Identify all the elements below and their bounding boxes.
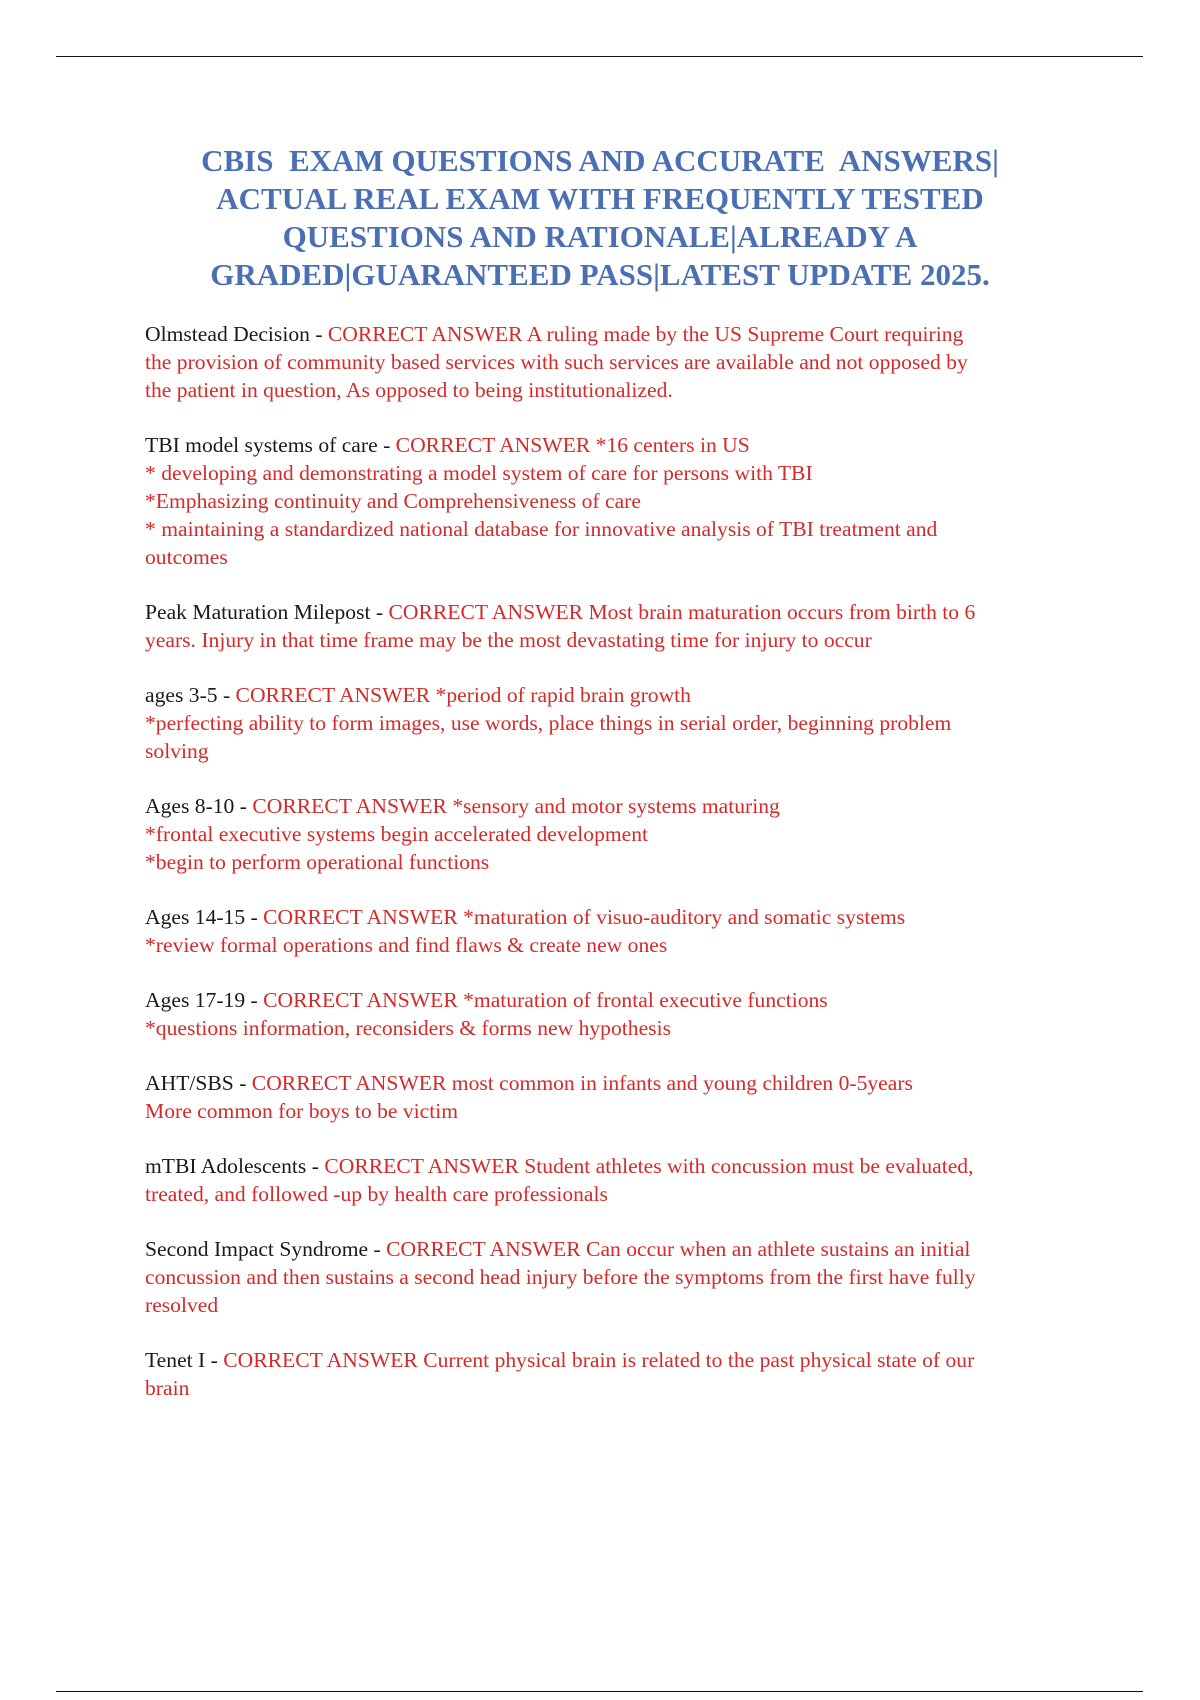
question-term: Ages 8-10 - — [145, 794, 253, 818]
qa-line — [145, 1291, 1090, 1319]
question-term: AHT/SBS - — [145, 1071, 252, 1095]
answer-text: CORRECT ANSWER Current physical brain is related to the past physical state of our — [223, 1348, 975, 1372]
answer-text: CORRECT ANSWER *period of rapid brain growth — [235, 683, 691, 707]
answer-text: concussion and then sustains a second head injury before the symptoms from the first have fully — [145, 1265, 976, 1289]
qa-line — [145, 459, 1090, 487]
qa-line — [145, 1346, 1090, 1374]
qa-line — [145, 1180, 1090, 1208]
qa-line — [145, 1374, 1090, 1402]
answer-text: CORRECT ANSWER *maturation of visuo-auditory and somatic systems — [263, 905, 906, 929]
qa-item — [145, 792, 1090, 876]
answer-text: years. Injury in that time frame may be the most devastating time for injury to occur — [145, 628, 872, 652]
answer-text: *frontal executive systems begin accelerated development — [145, 822, 649, 846]
qa-list — [145, 320, 1090, 1429]
question-term: Peak Maturation Milepost - — [145, 600, 389, 624]
answer-text: the provision of community based services with such services are available and not opposed by — [145, 350, 968, 374]
qa-line — [145, 487, 1090, 515]
answer-text: * maintaining a standardized national database for innovative analysis of TBI treatment and — [145, 517, 938, 541]
qa-line — [145, 1014, 1090, 1042]
qa-item — [145, 681, 1090, 765]
qa-line — [145, 626, 1090, 654]
answer-text: CORRECT ANSWER most common in infants and young children 0-5years — [251, 1071, 913, 1095]
answer-text: treated, and followed -up by health care professionals — [145, 1182, 608, 1206]
qa-line — [145, 598, 1090, 626]
document-title — [145, 142, 1055, 294]
answer-text: the patient in question, As opposed to being institutionalized. — [145, 378, 673, 402]
qa-line — [145, 903, 1090, 931]
qa-item — [145, 431, 1090, 571]
qa-item — [145, 1235, 1090, 1319]
qa-line — [145, 709, 1090, 737]
qa-line — [145, 515, 1090, 543]
question-term: Ages 14-15 - — [145, 905, 264, 929]
top-rule — [56, 56, 1143, 57]
qa-line — [145, 681, 1090, 709]
answer-text: CORRECT ANSWER *maturation of frontal executive functions — [263, 988, 828, 1012]
qa-item — [145, 320, 1090, 404]
question-term: mTBI Adolescents - — [145, 1154, 325, 1178]
answer-text: CORRECT ANSWER Student athletes with concussion must be evaluated, — [324, 1154, 974, 1178]
answer-text: CORRECT ANSWER *sensory and motor systems maturing — [252, 794, 780, 818]
answer-text: *perfecting ability to form images, use words, place things in serial order, beginning problem — [145, 711, 952, 735]
qa-line — [145, 1069, 1090, 1097]
qa-line — [145, 986, 1090, 1014]
bottom-rule — [56, 1691, 1143, 1692]
title-line: ACTUAL REAL EXAM WITH FREQUENTLY TESTED — [216, 181, 984, 216]
qa-line — [145, 348, 1090, 376]
question-term: TBI model systems of care - — [145, 433, 396, 457]
qa-line — [145, 820, 1090, 848]
question-term: ages 3-5 - — [145, 683, 236, 707]
qa-item — [145, 903, 1090, 959]
title-line: QUESTIONS AND RATIONALE|ALREADY A — [282, 219, 918, 254]
qa-line — [145, 737, 1090, 765]
answer-text: CORRECT ANSWER Can occur when an athlete sustains an initial — [386, 1237, 971, 1261]
question-term: Tenet I - — [145, 1348, 224, 1372]
question-term: Ages 17-19 - — [145, 988, 264, 1012]
answer-text: CORRECT ANSWER A ruling made by the US Supreme Court requiring — [327, 322, 964, 346]
qa-line — [145, 1235, 1090, 1263]
answer-text: CORRECT ANSWER Most brain maturation occurs from birth to 6 — [388, 600, 976, 624]
qa-line — [145, 543, 1090, 571]
qa-item — [145, 598, 1090, 654]
answer-text: brain — [145, 1376, 190, 1400]
qa-item — [145, 1346, 1090, 1402]
title-line: GRADED|GUARANTEED PASS|LATEST UPDATE 2025. — [210, 257, 990, 292]
qa-line — [145, 792, 1090, 820]
qa-item — [145, 986, 1090, 1042]
qa-line — [145, 431, 1090, 459]
qa-item — [145, 1069, 1090, 1125]
qa-line — [145, 320, 1090, 348]
answer-text: solving — [145, 739, 209, 763]
answer-text: *begin to perform operational functions — [145, 850, 490, 874]
answer-text: *review formal operations and find flaws & create new ones — [145, 933, 668, 957]
answer-text: CORRECT ANSWER *16 centers in US — [395, 433, 750, 457]
title-line: CBIS EXAM QUESTIONS AND ACCURATE ANSWERS| — [201, 143, 999, 178]
qa-line — [145, 931, 1090, 959]
answer-text: outcomes — [145, 545, 228, 569]
qa-line — [145, 1152, 1090, 1180]
answer-text: *questions information, reconsiders & forms new hypothesis — [145, 1016, 671, 1040]
answer-text: More common for boys to be victim — [145, 1099, 459, 1123]
qa-line — [145, 1263, 1090, 1291]
answer-text: resolved — [145, 1293, 219, 1317]
answer-text: * developing and demonstrating a model system of care for persons with TBI — [145, 461, 813, 485]
qa-line — [145, 376, 1090, 404]
qa-item — [145, 1152, 1090, 1208]
qa-line — [145, 1097, 1090, 1125]
qa-line — [145, 848, 1090, 876]
question-term: Second Impact Syndrome - — [145, 1237, 387, 1261]
question-term: Olmstead Decision - — [145, 322, 328, 346]
answer-text: *Emphasizing continuity and Comprehensiveness of care — [145, 489, 641, 513]
